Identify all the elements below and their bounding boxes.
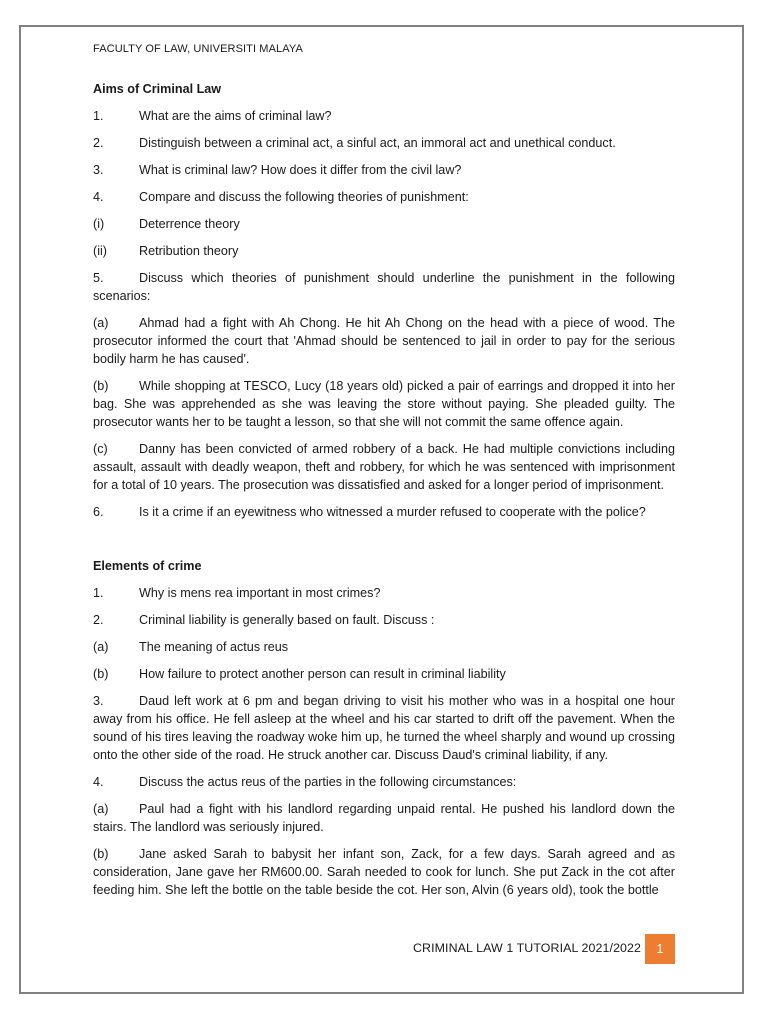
section-title-aims: Aims of Criminal Law (93, 82, 222, 96)
question-text: Is it a crime if an eyewitness who witnessed a murder refused to cooperate with the police? (139, 505, 646, 519)
page-number-badge: 1 (645, 934, 675, 964)
question-text: While shopping at TESCO, Lucy (18 years old) picked a pair of earrings and dropped it into her bag. She was apprehended as she was leaving the store without paying. She pleaded guilty. The prosecutor wants her to be taught a lesson, so that she will not commit the same offence again. (93, 379, 675, 429)
question-text: What are the aims of criminal law? (139, 109, 332, 123)
question-label: 1. (93, 109, 104, 123)
question-label: (a) (93, 802, 109, 816)
question-3 (93, 692, 675, 764)
question-4-ii (93, 242, 675, 260)
question-text: Compare and discuss the following theories of punishment: (139, 190, 469, 204)
question-5-b (93, 377, 675, 431)
question-label: (b) (93, 847, 109, 861)
page-content (93, 30, 675, 899)
question-text: Jane asked Sarah to babysit her infant son, Zack, for a few days. Sarah agreed and as consideration, Jane gave her RM600.00. Sarah needed to cook for lunch. She put Zack in the cot after feeding him. She left the bottle on the table beside the cot. Her son, Alvin (6 years old), took the bottle (93, 847, 675, 897)
question-2-a (93, 638, 675, 656)
question-text: Criminal liability is generally based on fault. Discuss : (139, 613, 435, 627)
question-label: 5. (93, 271, 104, 285)
question-label: (i) (93, 217, 105, 231)
question-4 (93, 773, 675, 791)
question-text: Discuss which theories of punishment should underline the punishment in the following scenarios: (93, 271, 675, 303)
question-text: Retribution theory (139, 244, 239, 258)
question-text: Discuss the actus reus of the parties in the following circumstances: (139, 775, 517, 789)
question-label: 2. (93, 136, 104, 150)
question-2-b (93, 665, 675, 683)
question-2 (93, 611, 675, 629)
page-header: FACULTY OF LAW, UNIVERSITI MALAYA (93, 43, 303, 55)
question-text: Ahmad had a fight with Ah Chong. He hit Ah Chong on the head with a piece of wood. The prosecutor informed the court that 'Ahmad should be sentenced to jail in order to pay for the serious bodily harm he has caused'. (93, 316, 675, 366)
question-5-a (93, 314, 675, 368)
question-5 (93, 269, 675, 305)
question-label: 4. (93, 775, 104, 789)
question-3 (93, 161, 675, 179)
question-text: How failure to protect another person can result in criminal liability (139, 667, 506, 681)
question-label: 3. (93, 694, 104, 708)
question-label: 3. (93, 163, 104, 177)
question-4 (93, 188, 675, 206)
question-label: 1. (93, 586, 104, 600)
question-2 (93, 134, 675, 152)
question-label: (b) (93, 379, 109, 393)
footer-title: CRIMINAL LAW 1 TUTORIAL 2021/2022 (413, 941, 642, 955)
question-6 (93, 503, 675, 521)
question-1 (93, 584, 675, 602)
question-text: The meaning of actus reus (139, 640, 289, 654)
question-label: 2. (93, 613, 104, 627)
question-text: Deterrence theory (139, 217, 240, 231)
question-label: (b) (93, 667, 109, 681)
question-4-a (93, 800, 675, 836)
question-text: Daud left work at 6 pm and began driving to visit his mother who was in a hospital one hour away from his office. He fell asleep at the wheel and his car started to drift off the pavement. When the sound of his tires leaving the roadway woke him up, he turned the wheel sharply and wound up crossing onto the other side of the road. He struck another car. Discuss Daud's criminal liability, if any. (93, 694, 675, 762)
question-label: (c) (93, 442, 108, 456)
question-text: Distinguish between a criminal act, a sinful act, an immoral act and unethical conduct. (139, 136, 616, 150)
question-label: (a) (93, 316, 109, 330)
question-label: 4. (93, 190, 104, 204)
question-4-i (93, 215, 675, 233)
question-text: What is criminal law? How does it differ from the civil law? (139, 163, 462, 177)
question-text: Danny has been convicted of armed robbery of a back. He had multiple convictions including assault, assault with deadly weapon, theft and robbery, for which he was sentenced with imprisonment for a total of 10 years. The prosecution was dissatisfied and asked for a longer period of imprisonment. (93, 442, 675, 492)
question-text: Why is mens rea important in most crimes? (139, 586, 381, 600)
question-4-b (93, 845, 675, 899)
question-text: Paul had a fight with his landlord regarding unpaid rental. He pushed his landlord down the stairs. The landlord was seriously injured. (93, 802, 675, 834)
page-footer (413, 934, 675, 964)
question-label: 6. (93, 505, 104, 519)
question-label: (ii) (93, 244, 107, 258)
question-label: (a) (93, 640, 109, 654)
question-5-c (93, 440, 675, 494)
section-title-elements: Elements of crime (93, 559, 202, 573)
question-1 (93, 107, 675, 125)
